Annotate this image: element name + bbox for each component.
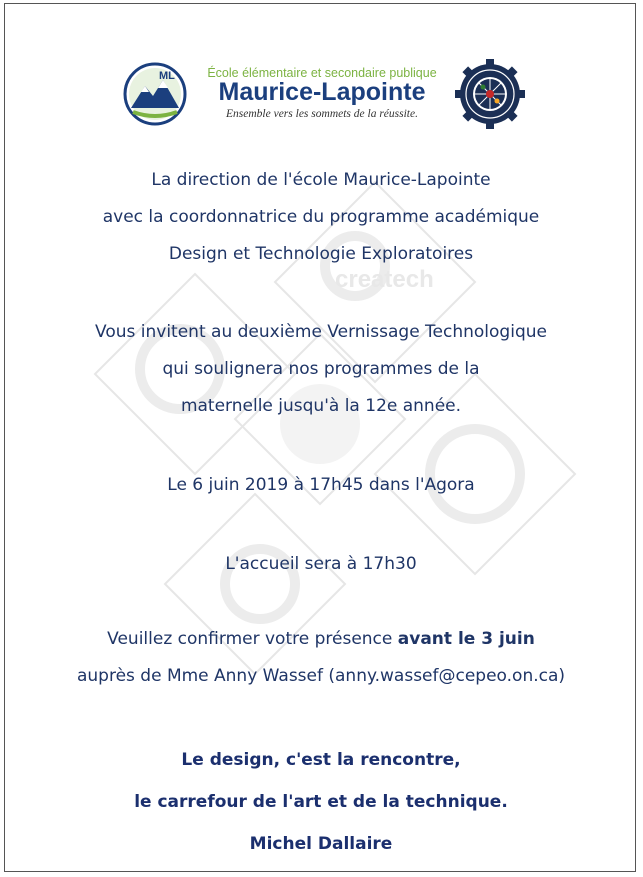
watermark-background	[5, 4, 636, 872]
logo-initials: ML	[159, 70, 175, 82]
invitation-page	[4, 3, 636, 872]
gear-tech-logo-icon	[455, 59, 525, 129]
invite-line-2: qui soulignera nos programmes de la	[162, 359, 480, 379]
quote-line-1: Le design, c'est la rencontre,	[181, 750, 461, 770]
rsvp-deadline: avant le 3 juin	[397, 629, 535, 649]
watermark-text: createch	[335, 266, 434, 293]
school-subtitle: École élémentaire et secondaire publique	[207, 66, 437, 80]
intro-line-3: Design et Technologie Exploratoires	[168, 244, 474, 264]
intro-line-2: avec la coordonnatrice du programme académique	[102, 207, 540, 227]
school-motto: Ensemble vers les sommets de la réussite.	[226, 108, 418, 120]
quote-line-2: le carrefour de l'art et de la technique.	[134, 792, 508, 812]
event-date-line: Le 6 juin 2019 à 17h45 dans l'Agora	[167, 475, 475, 495]
letterhead	[5, 4, 636, 134]
invite-line-3: maternelle jusqu'à la 12e année.	[180, 396, 462, 416]
invite-line-1: Vous invitent au deuxième Vernissage Technologique	[95, 322, 547, 342]
school-name: Maurice-Lapointe	[218, 78, 426, 106]
school-logo-icon	[123, 62, 187, 126]
quote-author: Michel Dallaire	[249, 834, 393, 854]
contact-line: auprès de Mme Anny Wassef (anny.wassef@cepeo.on.ca)	[76, 666, 566, 686]
welcome-time-line: L'accueil sera à 17h30	[225, 554, 417, 574]
intro-line-1: La direction de l'école Maurice-Lapointe	[151, 170, 491, 190]
rsvp-prefix: Veuillez confirmer votre présence	[107, 629, 398, 649]
rsvp-line	[5, 629, 636, 649]
